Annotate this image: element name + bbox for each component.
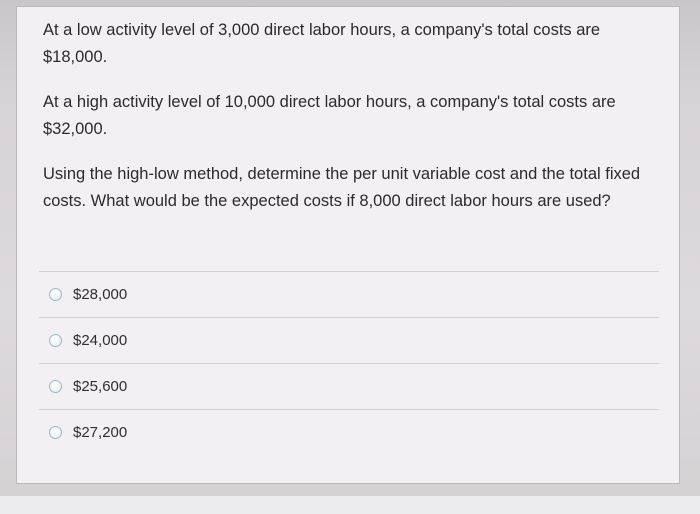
- answer-option-label: $28,000: [73, 286, 128, 303]
- answer-option-label: $25,600: [73, 378, 128, 395]
- radio-button[interactable]: [49, 380, 62, 393]
- radio-button[interactable]: [49, 426, 62, 439]
- radio-button[interactable]: [49, 288, 62, 301]
- answer-option-3[interactable]: [39, 363, 659, 409]
- question-paragraph-instructions: Using the high-low method, determine the per unit variable cost and the total fixed costs. What would be the expected costs if 8,000 direct labor hours are used?: [43, 165, 641, 210]
- question-card: [16, 6, 680, 484]
- question-paragraph-low-activity: At a low activity level of 3,000 direct labor hours, a company's total costs are $18,000.: [43, 21, 601, 66]
- answer-option-4[interactable]: [39, 409, 659, 455]
- answer-option-1[interactable]: [39, 271, 659, 317]
- question-paragraph-high-activity: At a high activity level of 10,000 direct labor hours, a company's total costs are $32,000.: [43, 93, 616, 138]
- radio-button[interactable]: [49, 334, 62, 347]
- answer-option-2[interactable]: [39, 317, 659, 363]
- answer-option-label: $24,000: [73, 332, 128, 349]
- bottom-strip: [0, 496, 700, 514]
- answer-option-label: $27,200: [73, 424, 128, 441]
- question-text: [43, 17, 663, 233]
- answer-options: [39, 271, 659, 455]
